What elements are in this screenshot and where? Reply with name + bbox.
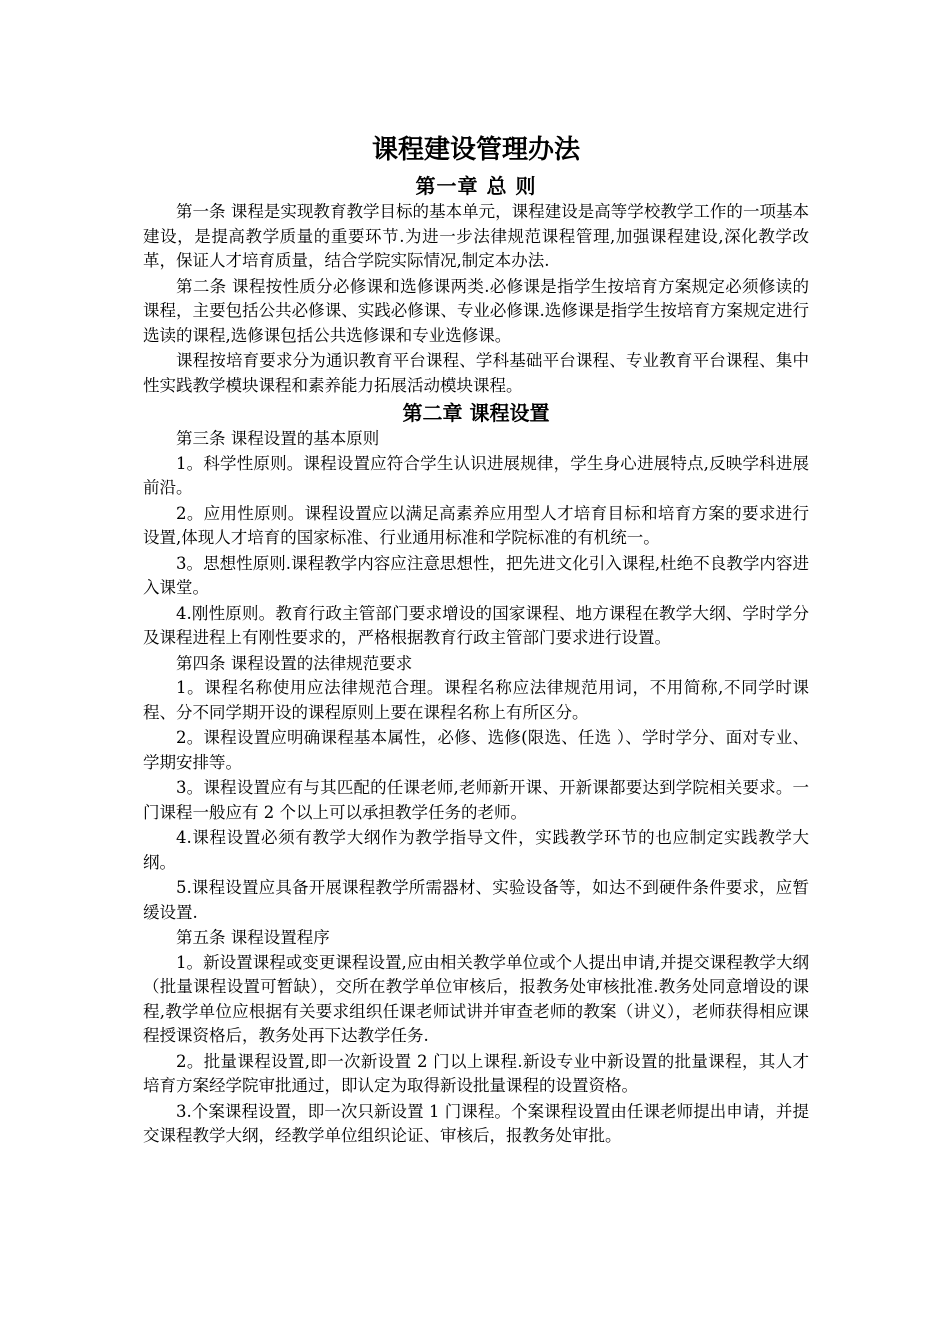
list-item: 2。批量课程设置,即一次新设置 2 门以上课程.新设专业中新设置的批量课程，其人才培育方案经学院审批通过，即认定为取得新设批量课程的设置资格。 [143,1051,809,1095]
list-item: 3。思想性原则.课程教学内容应注意思想性，把先进文化引入课程,杜绝不良教学内容进入课堂。 [143,553,809,597]
article-1-label: 第一条 [176,202,226,221]
list-item: 1。新设置课程或变更课程设置,应由相关教学单位或个人提出申请,并提交课程教学大纲（批量课程设置可暂缺），交所在教学单位审核后，报教务处审核批准.教务处同意增设的课程,教学单位应根据有关要求组织任课老师试讲并审查老师的教案（讲义），老师获得相应课程授课资格后，教务处再下达教学任务. [143,952,809,1045]
article-4-label: 第四条 [176,653,226,673]
article-1-text: 课程是实现教育教学目标的基本单元，课程建设是高等学校教学工作的一项基本建设，是提高教学质量的重要环节.为进一步法律规范课程管理,加强课程建设,深化教学改革，保证人才培育质量，结合学院实际情况,制定本办法. [143,202,809,270]
list-item: 4.课程设置必须有教学大纲作为教学指导文件，实践教学环节的也应制定实践教学大纲。 [143,828,809,872]
list-item: 5.课程设置应具备开展课程教学所需器材、实验设备等，如达不到硬件条件要求，应暂缓设置. [143,878,809,922]
chapter-2-title: 第二章 课程设置 [402,401,550,425]
article-5 [143,926,809,951]
list-item: 4.刚性原则。教育行政主管部门要求增设的国家课程、地方课程在教学大纲、学时学分及课程进程上有刚性要求的，严格根据教育行政主管部门要求进行设置。 [143,603,809,647]
article-3 [143,427,809,452]
article-3-label: 第三条 [176,429,226,448]
list-item: 2。课程设置应明确课程基本属性，必修、选修(限选、任选 ）、学时学分、面对专业、学期安排等。 [143,728,809,772]
article-1 [143,200,809,274]
article-4-text: 课程设置的法律规范要求 [225,653,413,673]
article-5-text: 课程设置程序 [225,928,330,947]
list-item: 2。应用性原则。课程设置应以满足高素养应用型人才培育目标和培育方案的要求进行设置,体现人才培育的国家标准、行业通用标准和学院标准的有机统一。 [143,503,809,547]
list-item: 1。科学性原则。课程设置应符合学生认识进展规律，学生身心进展特点,反映学科进展前沿。 [143,453,809,497]
document-title: 课程建设管理办法 [371,135,580,165]
document-page [143,128,809,1150]
list-item: 3.个案课程设置，即一次只新设置 1 门课程。个案课程设置由任课老师提出申请，并提交课程教学大纲，经教学单位组织论证、审核后，报教务处审批。 [143,1101,809,1145]
chapter-1-title: 第一章 总 则 [415,174,537,198]
chapter-1-paragraph: 课程按培育要求分为通识教育平台课程、学科基础平台课程、专业教育平台课程、集中性实践教学模块课程和素养能力拓展活动模块课程。 [143,351,809,395]
article-2-text: 课程按性质分必修课和选修课两类.必修课是指学生按培育方案规定必须修读的课程，主要包括公共必修课、实践必修课、专业必修课.选修课是指学生按培育方案规定进行选读的课程,选修课包括公共选修课和专业选修课。 [143,276,809,345]
article-5-label: 第五条 [176,928,226,947]
article-2 [143,275,809,349]
list-item: 3。课程设置应有与其匹配的任课老师,老师新开课、开新课都要达到学院相关要求。一门课程一般应有 2 个以上可以承担教学任务的老师。 [143,778,809,822]
article-4 [143,652,809,677]
article-2-label: 第二条 [176,276,227,296]
list-item: 1。课程名称使用应法律规范合理。课程名称应法律规范用词，不用简称,不同学时课程、分不同学期开设的课程原则上要在课程名称上有所区分。 [143,678,809,722]
article-3-text: 课程设置的基本原则 [225,429,380,448]
